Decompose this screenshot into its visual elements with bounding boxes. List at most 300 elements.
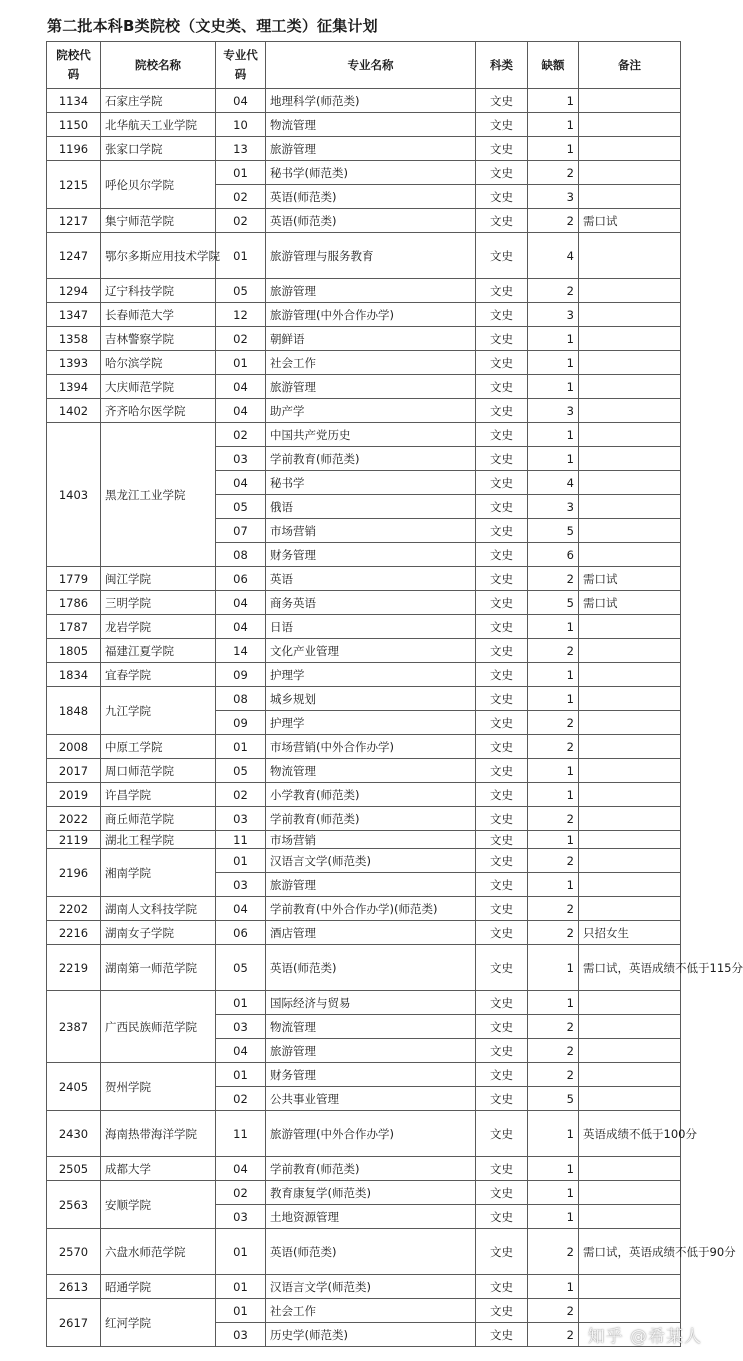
category: 文史	[476, 89, 528, 113]
major-name: 市场营销	[266, 831, 476, 849]
remark	[579, 735, 681, 759]
vacancy: 5	[528, 1087, 579, 1111]
category: 文史	[476, 399, 528, 423]
school-code: 1403	[47, 423, 101, 567]
category: 文史	[476, 945, 528, 991]
remark	[579, 495, 681, 519]
major-code: 01	[216, 1299, 266, 1323]
major-code: 01	[216, 991, 266, 1015]
category: 文史	[476, 921, 528, 945]
school-code: 1805	[47, 639, 101, 663]
major-code: 02	[216, 327, 266, 351]
vacancy: 2	[528, 209, 579, 233]
major-code: 04	[216, 375, 266, 399]
vacancy: 2	[528, 1229, 579, 1275]
remark	[579, 161, 681, 185]
category: 文史	[476, 687, 528, 711]
category: 文史	[476, 1015, 528, 1039]
major-name: 朝鲜语	[266, 327, 476, 351]
school-name: 闽江学院	[101, 567, 216, 591]
major-name: 旅游管理	[266, 279, 476, 303]
major-code: 01	[216, 1063, 266, 1087]
major-code: 11	[216, 1111, 266, 1157]
enrollment-table	[46, 41, 743, 1347]
major-code: 04	[216, 1039, 266, 1063]
major-code: 06	[216, 921, 266, 945]
vacancy: 1	[528, 89, 579, 113]
category: 文史	[476, 831, 528, 849]
school-name: 昭通学院	[101, 1275, 216, 1299]
table-row	[47, 991, 681, 1015]
vacancy: 3	[528, 185, 579, 209]
school-code: 2202	[47, 897, 101, 921]
vacancy: 1	[528, 759, 579, 783]
remark	[579, 831, 681, 849]
category: 文史	[476, 279, 528, 303]
major-name: 旅游管理与服务教育	[266, 233, 476, 279]
table-row	[47, 1063, 681, 1087]
school-code: 1294	[47, 279, 101, 303]
school-code: 1150	[47, 113, 101, 137]
major-code: 05	[216, 279, 266, 303]
vacancy: 1	[528, 687, 579, 711]
remark	[579, 1157, 681, 1181]
category: 文史	[476, 1323, 528, 1347]
school-code: 1247	[47, 233, 101, 279]
school-name: 长春师范大学	[101, 303, 216, 327]
category: 文史	[476, 807, 528, 831]
category: 文史	[476, 423, 528, 447]
table-row	[47, 233, 681, 279]
school-code: 2017	[47, 759, 101, 783]
vacancy: 1	[528, 351, 579, 375]
table-row	[47, 567, 681, 591]
vacancy: 2	[528, 849, 579, 873]
school-name: 呼伦贝尔学院	[101, 161, 216, 209]
header-category: 科类	[476, 42, 528, 89]
vacancy: 1	[528, 873, 579, 897]
school-name: 集宁师范学院	[101, 209, 216, 233]
remark	[579, 615, 681, 639]
major-code: 01	[216, 849, 266, 873]
major-name: 市场营销	[266, 519, 476, 543]
major-name: 旅游管理	[266, 375, 476, 399]
table-row	[47, 1275, 681, 1299]
school-name: 吉林警察学院	[101, 327, 216, 351]
vacancy: 4	[528, 471, 579, 495]
major-name: 物流管理	[266, 1015, 476, 1039]
major-code: 01	[216, 735, 266, 759]
major-code: 04	[216, 471, 266, 495]
major-name: 旅游管理(中外合作办学)	[266, 303, 476, 327]
category: 文史	[476, 735, 528, 759]
major-code: 03	[216, 807, 266, 831]
table-row	[47, 591, 681, 615]
remark	[579, 423, 681, 447]
major-name: 秘书学	[266, 471, 476, 495]
school-code: 1394	[47, 375, 101, 399]
school-name: 龙岩学院	[101, 615, 216, 639]
school-name: 六盘水师范学院	[101, 1229, 216, 1275]
major-code: 05	[216, 945, 266, 991]
remark	[579, 1275, 681, 1299]
school-code: 2505	[47, 1157, 101, 1181]
vacancy: 2	[528, 279, 579, 303]
category: 文史	[476, 849, 528, 873]
major-name: 护理学	[266, 663, 476, 687]
school-code: 1848	[47, 687, 101, 735]
vacancy: 1	[528, 375, 579, 399]
major-code: 13	[216, 137, 266, 161]
remark: 只招女生	[579, 921, 681, 945]
vacancy: 1	[528, 1111, 579, 1157]
major-name: 社会工作	[266, 1299, 476, 1323]
school-name: 湖南女子学院	[101, 921, 216, 945]
remark	[579, 113, 681, 137]
major-code: 05	[216, 495, 266, 519]
major-name: 酒店管理	[266, 921, 476, 945]
category: 文史	[476, 113, 528, 137]
vacancy: 1	[528, 113, 579, 137]
remark	[579, 849, 681, 873]
major-name: 城乡规划	[266, 687, 476, 711]
school-code: 1786	[47, 591, 101, 615]
major-name: 土地资源管理	[266, 1205, 476, 1229]
major-code: 03	[216, 873, 266, 897]
major-code: 02	[216, 783, 266, 807]
major-name: 秘书学(师范类)	[266, 161, 476, 185]
remark	[579, 327, 681, 351]
major-name: 学前教育(师范类)	[266, 807, 476, 831]
table-row	[47, 1157, 681, 1181]
major-code: 02	[216, 185, 266, 209]
category: 文史	[476, 639, 528, 663]
vacancy: 1	[528, 447, 579, 471]
major-code: 04	[216, 615, 266, 639]
vacancy: 3	[528, 495, 579, 519]
major-code: 05	[216, 759, 266, 783]
school-code: 1196	[47, 137, 101, 161]
category: 文史	[476, 1299, 528, 1323]
remark	[579, 783, 681, 807]
table-row	[47, 89, 681, 113]
vacancy: 2	[528, 897, 579, 921]
major-name: 俄语	[266, 495, 476, 519]
major-name: 学前教育(师范类)	[266, 447, 476, 471]
remark	[579, 663, 681, 687]
major-code: 01	[216, 233, 266, 279]
major-name: 物流管理	[266, 759, 476, 783]
remark	[579, 471, 681, 495]
table-row	[47, 945, 681, 991]
table-row	[47, 615, 681, 639]
school-code: 2216	[47, 921, 101, 945]
table-row	[47, 849, 681, 873]
major-name: 文化产业管理	[266, 639, 476, 663]
remark	[579, 543, 681, 567]
school-name: 鄂尔多斯应用技术学院	[101, 233, 216, 279]
school-code: 2019	[47, 783, 101, 807]
school-code: 2563	[47, 1181, 101, 1229]
category: 文史	[476, 1181, 528, 1205]
vacancy: 2	[528, 1039, 579, 1063]
header-major-name: 专业名称	[266, 42, 476, 89]
category: 文史	[476, 1157, 528, 1181]
table-row	[47, 161, 681, 185]
remark	[579, 1063, 681, 1087]
school-code: 2613	[47, 1275, 101, 1299]
remark	[579, 303, 681, 327]
school-name: 湘南学院	[101, 849, 216, 897]
remark: 需口试，英语成绩不低于115分	[579, 945, 681, 991]
school-code: 2387	[47, 991, 101, 1063]
header-major-code: 专业代码	[216, 42, 266, 89]
school-name: 湖南第一师范学院	[101, 945, 216, 991]
major-name: 英语(师范类)	[266, 209, 476, 233]
category: 文史	[476, 209, 528, 233]
major-code: 08	[216, 687, 266, 711]
school-code: 2196	[47, 849, 101, 897]
school-name: 九江学院	[101, 687, 216, 735]
vacancy: 5	[528, 591, 579, 615]
category: 文史	[476, 471, 528, 495]
school-name: 黑龙江工业学院	[101, 423, 216, 567]
major-name: 旅游管理	[266, 137, 476, 161]
vacancy: 2	[528, 1299, 579, 1323]
table-header-row	[47, 42, 681, 89]
school-code: 1787	[47, 615, 101, 639]
category: 文史	[476, 711, 528, 735]
major-name: 小学教育(师范类)	[266, 783, 476, 807]
school-name: 周口师范学院	[101, 759, 216, 783]
school-name: 宜春学院	[101, 663, 216, 687]
table-row	[47, 831, 681, 849]
major-name: 地理科学(师范类)	[266, 89, 476, 113]
category: 文史	[476, 783, 528, 807]
remark	[579, 1181, 681, 1205]
remark	[579, 1039, 681, 1063]
vacancy: 2	[528, 1323, 579, 1347]
major-name: 旅游管理	[266, 873, 476, 897]
school-name: 三明学院	[101, 591, 216, 615]
major-name: 国际经济与贸易	[266, 991, 476, 1015]
school-name: 中原工学院	[101, 735, 216, 759]
vacancy: 1	[528, 615, 579, 639]
school-name: 石家庄学院	[101, 89, 216, 113]
category: 文史	[476, 137, 528, 161]
school-name: 商丘师范学院	[101, 807, 216, 831]
vacancy: 1	[528, 327, 579, 351]
header-school-code: 院校代码	[47, 42, 101, 89]
category: 文史	[476, 375, 528, 399]
remark	[579, 185, 681, 209]
category: 文史	[476, 233, 528, 279]
table-row	[47, 351, 681, 375]
school-name: 安顺学院	[101, 1181, 216, 1229]
table-row	[47, 279, 681, 303]
table-row	[47, 113, 681, 137]
major-code: 01	[216, 1229, 266, 1275]
table-row	[47, 327, 681, 351]
major-code: 04	[216, 591, 266, 615]
table-row	[47, 807, 681, 831]
major-name: 中国共产党历史	[266, 423, 476, 447]
watermark: 知乎 @希某人	[587, 1327, 702, 1347]
school-code: 2617	[47, 1299, 101, 1347]
major-code: 04	[216, 399, 266, 423]
category: 文史	[476, 1111, 528, 1157]
school-code: 1402	[47, 399, 101, 423]
major-name: 旅游管理(中外合作办学)	[266, 1111, 476, 1157]
major-name: 商务英语	[266, 591, 476, 615]
vacancy: 2	[528, 1063, 579, 1087]
category: 文史	[476, 303, 528, 327]
remark: 英语成绩不低于100分	[579, 1111, 681, 1157]
school-name: 福建江夏学院	[101, 639, 216, 663]
vacancy: 2	[528, 921, 579, 945]
category: 文史	[476, 519, 528, 543]
school-name: 张家口学院	[101, 137, 216, 161]
major-code: 09	[216, 711, 266, 735]
major-name: 市场营销(中外合作办学)	[266, 735, 476, 759]
vacancy: 2	[528, 807, 579, 831]
vacancy: 1	[528, 831, 579, 849]
table-row	[47, 663, 681, 687]
remark	[579, 399, 681, 423]
vacancy: 1	[528, 663, 579, 687]
category: 文史	[476, 1205, 528, 1229]
category: 文史	[476, 759, 528, 783]
remark	[579, 873, 681, 897]
major-code: 03	[216, 1205, 266, 1229]
major-code: 02	[216, 209, 266, 233]
major-code: 04	[216, 897, 266, 921]
header-remark: 备注	[579, 42, 681, 89]
table-row	[47, 423, 681, 447]
major-name: 学前教育(师范类)	[266, 1157, 476, 1181]
major-name: 汉语言文学(师范类)	[266, 849, 476, 873]
vacancy: 1	[528, 1181, 579, 1205]
vacancy: 1	[528, 137, 579, 161]
school-name: 辽宁科技学院	[101, 279, 216, 303]
major-code: 04	[216, 89, 266, 113]
major-name: 公共事业管理	[266, 1087, 476, 1111]
remark: 需口试	[579, 567, 681, 591]
remark	[579, 89, 681, 113]
school-code: 1347	[47, 303, 101, 327]
remark	[579, 1087, 681, 1111]
major-code: 07	[216, 519, 266, 543]
school-code: 1779	[47, 567, 101, 591]
category: 文史	[476, 327, 528, 351]
category: 文史	[476, 161, 528, 185]
major-name: 英语	[266, 567, 476, 591]
school-code: 1134	[47, 89, 101, 113]
vacancy: 2	[528, 161, 579, 185]
vacancy: 3	[528, 399, 579, 423]
table-row	[47, 639, 681, 663]
vacancy: 1	[528, 1205, 579, 1229]
table-row	[47, 897, 681, 921]
major-code: 10	[216, 113, 266, 137]
major-code: 06	[216, 567, 266, 591]
school-code: 2570	[47, 1229, 101, 1275]
major-code: 03	[216, 1015, 266, 1039]
school-code: 1393	[47, 351, 101, 375]
category: 文史	[476, 567, 528, 591]
school-name: 齐齐哈尔医学院	[101, 399, 216, 423]
category: 文史	[476, 185, 528, 209]
vacancy: 1	[528, 1275, 579, 1299]
vacancy: 2	[528, 735, 579, 759]
category: 文史	[476, 897, 528, 921]
school-code: 2219	[47, 945, 101, 991]
remark	[579, 991, 681, 1015]
remark	[579, 711, 681, 735]
remark	[579, 1205, 681, 1229]
remark: 需口试	[579, 209, 681, 233]
remark	[579, 137, 681, 161]
remark	[579, 687, 681, 711]
major-code: 11	[216, 831, 266, 849]
table-row	[47, 1229, 681, 1275]
school-name: 哈尔滨学院	[101, 351, 216, 375]
major-code: 14	[216, 639, 266, 663]
table-row	[47, 687, 681, 711]
page-title: 第二批本科B类院校（文史类、理工类）征集计划	[47, 17, 378, 35]
vacancy: 4	[528, 233, 579, 279]
vacancy: 1	[528, 991, 579, 1015]
vacancy: 5	[528, 519, 579, 543]
category: 文史	[476, 543, 528, 567]
category: 文史	[476, 873, 528, 897]
school-name: 红河学院	[101, 1299, 216, 1347]
remark: 需口试	[579, 591, 681, 615]
school-code: 2405	[47, 1063, 101, 1111]
major-name: 英语(师范类)	[266, 185, 476, 209]
table-row	[47, 399, 681, 423]
school-code: 2430	[47, 1111, 101, 1157]
remark	[579, 351, 681, 375]
major-code: 01	[216, 1275, 266, 1299]
vacancy: 6	[528, 543, 579, 567]
remark	[579, 639, 681, 663]
vacancy: 1	[528, 783, 579, 807]
vacancy: 2	[528, 711, 579, 735]
remark	[579, 759, 681, 783]
category: 文史	[476, 1039, 528, 1063]
vacancy: 1	[528, 423, 579, 447]
major-name: 日语	[266, 615, 476, 639]
major-code: 01	[216, 351, 266, 375]
major-name: 护理学	[266, 711, 476, 735]
school-code: 1358	[47, 327, 101, 351]
remark	[579, 1015, 681, 1039]
remark	[579, 279, 681, 303]
vacancy: 2	[528, 567, 579, 591]
major-name: 教育康复学(师范类)	[266, 1181, 476, 1205]
school-code: 1215	[47, 161, 101, 209]
school-name: 湖南人文科技学院	[101, 897, 216, 921]
remark	[579, 807, 681, 831]
school-name: 海南热带海洋学院	[101, 1111, 216, 1157]
vacancy: 3	[528, 303, 579, 327]
category: 文史	[476, 495, 528, 519]
category: 文史	[476, 447, 528, 471]
remark	[579, 519, 681, 543]
table-row	[47, 735, 681, 759]
major-name: 英语(师范类)	[266, 1229, 476, 1275]
